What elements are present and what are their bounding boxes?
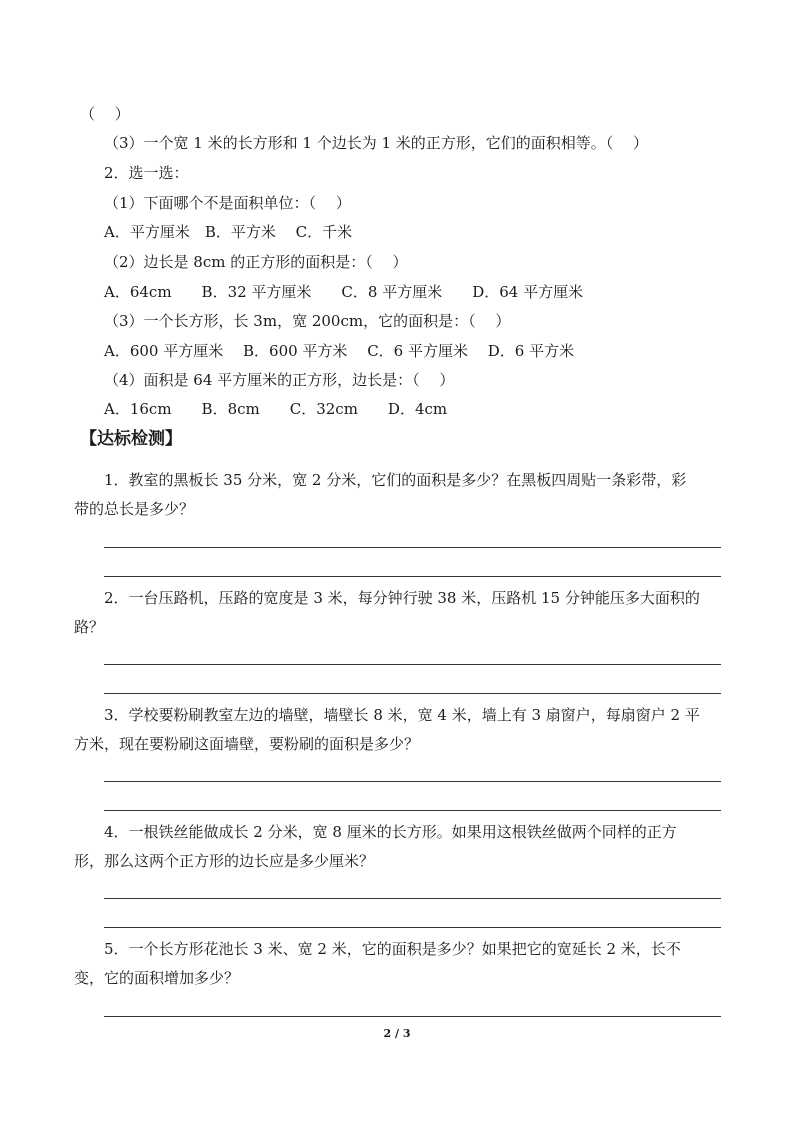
answer-rule bbox=[104, 547, 721, 548]
problem-4-line-1: 4．一根铁丝能做成长 2 分米，宽 8 厘米的长方形。如果用这根铁丝做两个同样的正方 bbox=[104, 823, 677, 841]
answer-rule bbox=[104, 810, 721, 811]
choose-options-4: A．16cm B．8cm C．32cm D．4cm bbox=[104, 400, 448, 418]
choose-title: 2．选一选： bbox=[104, 164, 189, 182]
problem-2-line-1: 2．一台压路机，压路的宽度是 3 米，每分钟行驶 38 米，压路机 15 分钟能压多大面积的 bbox=[104, 589, 700, 607]
answer-rule bbox=[104, 927, 721, 928]
choose-options-1: A．平方厘米 B．平方米 C．千米 bbox=[104, 223, 353, 241]
choose-question-3: （3）一个长方形，长 3m，宽 200cm，它的面积是：（ ） bbox=[104, 312, 511, 330]
answer-rule bbox=[104, 781, 721, 782]
problem-4-line-2: 形，那么这两个正方形的边长应是多少厘米？ bbox=[74, 852, 375, 870]
choose-question-1: （1）下面哪个不是面积单位：（ ） bbox=[104, 194, 351, 212]
page-number: 2 / 3 bbox=[383, 1027, 411, 1040]
problem-3-line-2: 方米，现在要粉刷这面墙壁，要粉刷的面积是多少？ bbox=[74, 735, 420, 753]
top-paren: （ ） bbox=[80, 105, 130, 123]
section-title: 【达标检测】 bbox=[80, 429, 182, 449]
problem-3-line-1: 3．学校要粉刷教室左边的墙壁，墙壁长 8 米，宽 4 米，墙上有 3 扇窗户，每扇窗户 2 平 bbox=[104, 706, 700, 724]
answer-rule bbox=[104, 693, 721, 694]
choose-options-3: A．600 平方厘米 B．600 平方米 C．6 平方厘米 D．6 平方米 bbox=[104, 342, 575, 360]
problem-5-line-1: 5．一个长方形花池长 3 米、宽 2 米，它的面积是多少？如果把它的宽延长 2 米，长不 bbox=[104, 940, 681, 958]
answer-rule bbox=[104, 576, 721, 577]
judge-item-3: （3）一个宽 1 米的长方形和 1 个边长为 1 米的正方形，它们的面积相等。（ ） bbox=[104, 134, 649, 152]
problem-2-line-2: 路？ bbox=[74, 618, 105, 636]
choose-question-2: （2）边长是 8cm 的正方形的面积是：（ ） bbox=[104, 253, 408, 271]
problem-1-line-2: 带的总长是多少？ bbox=[74, 500, 195, 518]
problem-1-line-1: 1．教室的黑板长 35 分米，宽 2 分米，它们的面积是多少？在黑板四周贴一条彩带，彩 bbox=[104, 471, 687, 489]
choose-question-4: （4）面积是 64 平方厘米的正方形，边长是：（ ） bbox=[104, 371, 455, 389]
problem-5-line-2: 变，它的面积增加多少？ bbox=[74, 969, 240, 987]
answer-rule bbox=[104, 898, 721, 899]
answer-rule bbox=[104, 1016, 721, 1017]
answer-rule bbox=[104, 664, 721, 665]
choose-options-2: A．64cm B．32 平方厘米 C．8 平方厘米 D．64 平方厘米 bbox=[104, 283, 584, 301]
